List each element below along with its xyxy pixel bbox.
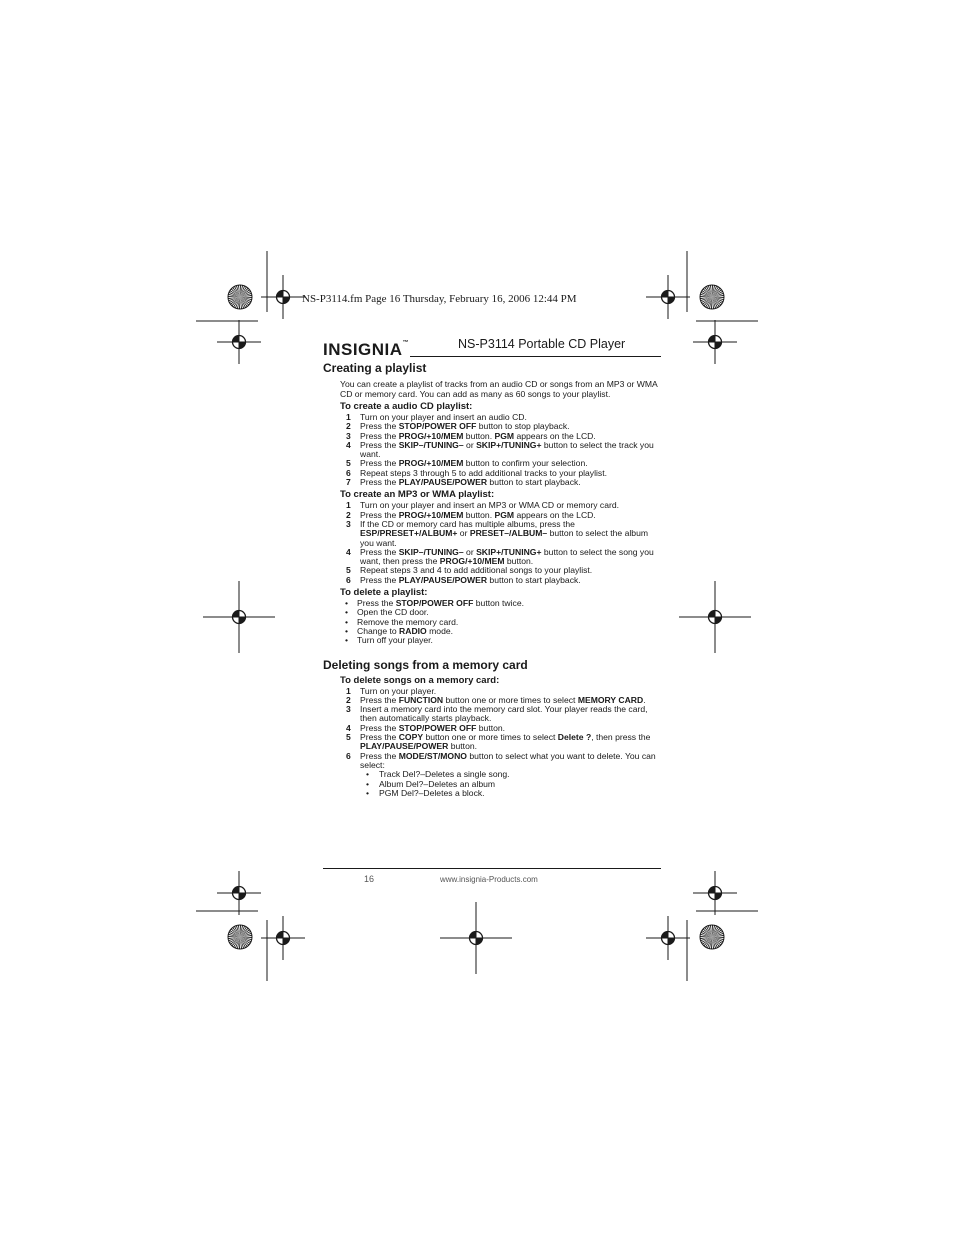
section-intro: You can create a playlist of tracks from an audio CD or songs from an MP3 or WMA CD or memory card. You can add as many as 60 songs to your playlist. (340, 379, 658, 399)
step-item (346, 520, 663, 548)
procedure-heading: To delete songs on a memory card: (340, 674, 500, 686)
step-text: Turn on your player. (360, 685, 437, 696)
logo-text: INSIGNIA (323, 340, 403, 359)
section-heading: Deleting songs from a memory card (323, 657, 528, 672)
product-title: NS-P3114 Portable CD Player (458, 337, 626, 351)
step-number: 5 (346, 732, 351, 743)
step-number: 6 (346, 467, 351, 478)
step-text: Press the MODE/ST/MONO button to select what you want to delete. You can select: (360, 750, 656, 770)
bullet-item: • Press the STOP/POWER OFF button twice. (345, 599, 663, 608)
target-quad (233, 611, 240, 618)
print-info: NS-P3114.fm Page 16 Thursday, February 16, 2006 12:44 PM (302, 293, 577, 305)
target-quad (277, 932, 284, 939)
target-quad (662, 291, 669, 298)
target-quad (709, 336, 716, 343)
step-number: 6 (346, 574, 351, 585)
step-text: Turn on your player and insert an MP3 or WMA CD or memory card. (360, 500, 620, 511)
section-heading: Creating a playlist (323, 361, 427, 375)
target-quad (239, 342, 246, 349)
target-quad (662, 932, 669, 939)
insignia-logo: INSIGNIA™ (323, 340, 410, 359)
step-text: Press the PLAY/PAUSE/POWER button to start playback. (360, 574, 581, 585)
bullet-item: • Turn off your player. (345, 636, 663, 645)
step-text: Press the COPY button one or more times to select Delete ?, then press the PLAY/PAUSE/POWER button. (360, 732, 651, 752)
step-text: If the CD or memory card has multiple albums, press the ESP/PRESET+/ALBUM+ or PRESET–/ALBUM– button to select the album you want. (360, 518, 649, 548)
step-list (346, 501, 663, 585)
sub-bullet-list (366, 770, 663, 798)
sub-bullet-item: • Album Del?–Deletes an album (366, 780, 663, 789)
step-item (346, 576, 663, 585)
target-quad (715, 893, 722, 900)
footer-rule (323, 868, 661, 869)
procedure-heading: To create a audio CD playlist: (340, 401, 473, 412)
step-list (346, 687, 663, 799)
page-content (323, 361, 663, 798)
step-number: 2 (346, 509, 351, 520)
step-number: 1 (346, 685, 351, 696)
target-quad (476, 938, 483, 945)
step-number: 7 (346, 477, 351, 488)
step-number: 2 (346, 694, 351, 705)
step-item (346, 478, 663, 487)
procedure-heading: To create an MP3 or WMA playlist: (340, 489, 495, 501)
bullet-item: • Change to RADIO mode. (345, 627, 663, 636)
bullet-item: • Open the CD door. (345, 608, 663, 617)
step-text: Press the PROG/+10/MEM button. PGM appears on the LCD. (360, 509, 596, 520)
step-text: Press the SKIP–/TUNING– or SKIP+/TUNING+ button to select the song you want, then press the PROG/+10/MEM button. (360, 546, 654, 567)
sub-bullet-item: • PGM Del?–Deletes a block. (366, 789, 663, 798)
step-item (346, 548, 663, 567)
target-quad (709, 887, 716, 894)
step-item (346, 733, 663, 752)
step-number: 1 (346, 412, 351, 422)
step-item (346, 441, 663, 460)
target-quad (239, 893, 246, 900)
header-rule (410, 356, 661, 357)
target-quad (668, 938, 675, 945)
step-number: 6 (346, 750, 351, 761)
procedure-heading: To delete a playlist: (340, 587, 428, 599)
step-number: 3 (346, 704, 351, 715)
footer-url: www.insignia-Products.com (440, 875, 538, 884)
bullet-item: • Remove the memory card. (345, 618, 663, 627)
target-quad (283, 938, 290, 945)
step-text: Press the FUNCTION button one or more times to select MEMORY CARD. (360, 694, 646, 705)
step-text: Press the SKIP–/TUNING– or SKIP+/TUNING+ button to select the track you want. (360, 439, 654, 460)
target-quad (470, 932, 477, 939)
step-text: Press the PROG/+10/MEM button to confirm your selection. (360, 458, 588, 469)
step-number: 5 (346, 458, 351, 469)
step-number: 3 (346, 518, 351, 529)
step-number: 4 (346, 439, 351, 450)
step-number: 2 (346, 421, 351, 432)
target-quad (277, 291, 284, 298)
step-text: Press the STOP/POWER OFF button to stop playback. (360, 421, 570, 432)
step-number: 5 (346, 565, 351, 576)
section-gap (323, 646, 663, 658)
step-text: Turn on your player and insert an audio CD. (360, 412, 527, 422)
target-quad (715, 342, 722, 349)
target-quad (709, 611, 716, 618)
target-quad (715, 617, 722, 624)
step-text: Repeat steps 3 and 4 to add additional songs to your playlist. (360, 565, 593, 576)
step-number: 4 (346, 722, 351, 733)
target-quad (668, 297, 675, 304)
step-number: 1 (346, 500, 351, 511)
step-text: Insert a memory card into the memory card slot. Your player reads the card, then automatically starts playback. (360, 704, 648, 724)
step-text: Press the STOP/POWER OFF button. (360, 722, 506, 733)
target-quad (233, 336, 240, 343)
sub-bullet-item: • Track Del?–Deletes a single song. (366, 770, 663, 779)
target-quad (233, 887, 240, 894)
step-item (346, 752, 663, 798)
target-quad (283, 297, 290, 304)
bullet-list (345, 599, 663, 645)
step-text: Press the PROG/+10/MEM button. PGM appears on the LCD. (360, 430, 596, 441)
target-quad (239, 617, 246, 624)
step-item (346, 705, 663, 724)
step-number: 4 (346, 546, 351, 557)
step-text: Press the PLAY/PAUSE/POWER button to start playback. (360, 477, 581, 488)
step-text: Repeat steps 3 through 5 to add additional tracks to your playlist. (360, 467, 607, 478)
page-number: 16 (364, 874, 375, 884)
step-list (346, 413, 663, 487)
step-number: 3 (346, 430, 351, 441)
